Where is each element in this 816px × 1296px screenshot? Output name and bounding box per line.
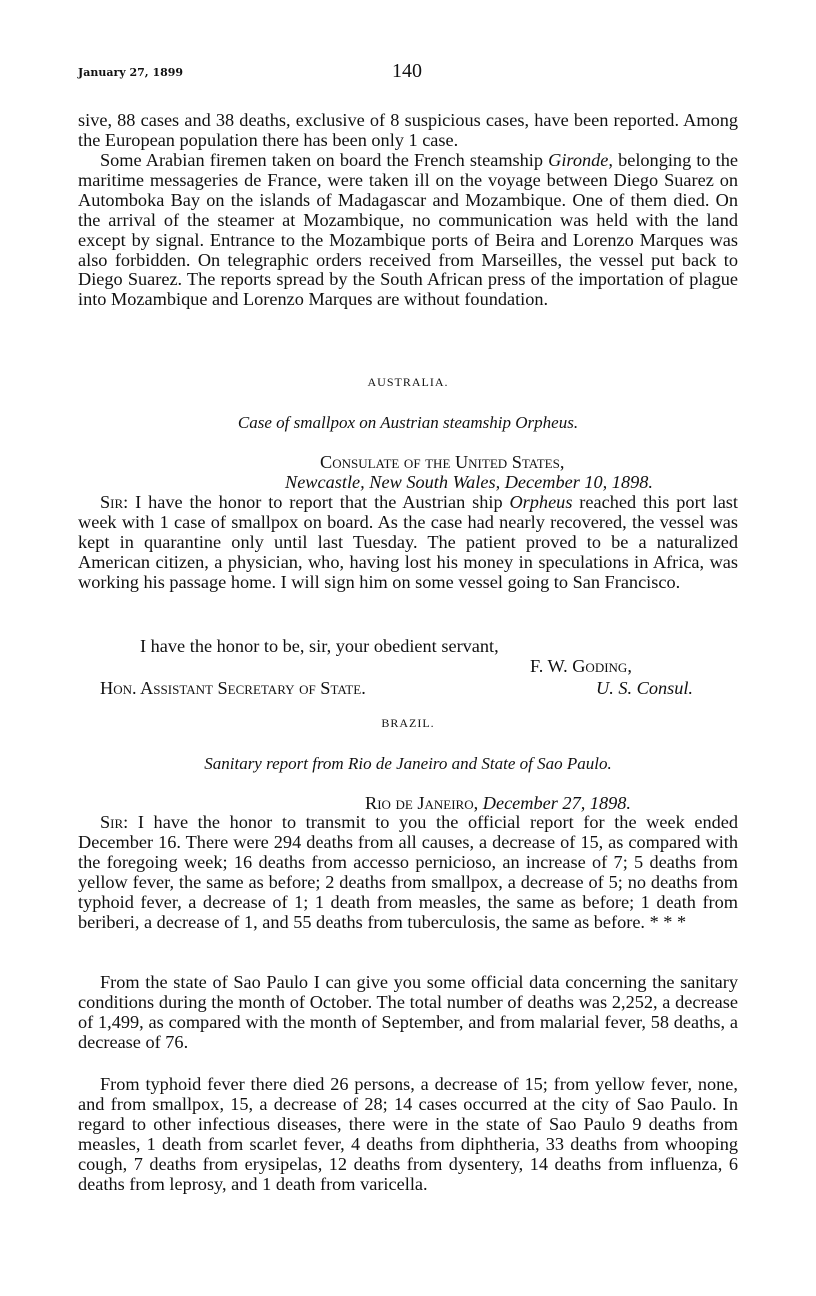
brazil-location: Rio de Janeiro, xyxy=(365,793,479,813)
section-heading-brazil: BRAZIL. xyxy=(381,716,435,730)
madagascar-paragraph-1 xyxy=(78,111,738,151)
brazil-paragraph-3 xyxy=(78,1075,738,1194)
australia-body-text-b: reached this port last week with 1 case of smallpox on board. As the case had nearly recovered, the vessel was kept in quarantine only until last Tuesday. The patient proved to be a naturalized American citizen, a physician, who, having lost his money in speculations in Africa, was working his passage home. I will sign him on some vessel going to San Francisco. xyxy=(78,492,738,592)
signer-name: F. W. Goding, xyxy=(530,656,632,676)
brazil-p3-text: From typhoid fever there died 26 persons, a decrease of 15; from yellow fever, none, and from smallpox, 15, a decrease of 28; 14 cases occurred at the city of Sao Paulo. In regard to other infectious diseases, there were in the state of Sao Paulo 9 deaths from measles, 1 death from scarlet fever, 4 deaths from diphtheria, 33 deaths from whooping cough, 7 deaths from erysipelas, 12 deaths from dysentery, 14 deaths from influenza, 6 deaths from leprosy, and 1 death from varicella. xyxy=(78,1074,738,1194)
brazil-p1-text: I have the honor to transmit to you the official report for the week ended December 16. There were 294 deaths from all causes, a decrease of 15, as compared with the foregoing week; 16 deaths from accesso pernicioso, an increase of 7; 5 deaths from yellow fever, the same as before; 2 deaths from smallpox, a decrease of 5; no deaths from typhoid fever, a decrease of 1; 1 death from measles, the same as before; 1 death from beriberi, a decrease of 1, and 55 deaths from tuberculosis, the same as before. * * * xyxy=(78,812,738,932)
ship-name-orpheus: Orpheus xyxy=(509,492,573,512)
ship-name-gironde: Gironde, xyxy=(548,150,613,170)
brazil-subtitle: Sanitary report from Rio de Janeiro and State of Sao Paulo. xyxy=(204,754,612,773)
closing-line: I have the honor to be, sir, your obedient servant, xyxy=(140,636,499,656)
australia-body-text-a: I have the honor to report that the Austrian ship xyxy=(128,492,510,512)
brazil-date: December 27, 1898. xyxy=(482,793,631,813)
location-date-line: Newcastle, New South Wales, December 10, 1898. xyxy=(285,472,653,492)
brazil-paragraph-1 xyxy=(78,813,738,932)
madagascar-paragraph-2 xyxy=(78,151,738,310)
madagascar-p2-text-a: Some Arabian firemen taken on board the French steamship xyxy=(100,150,549,170)
signer-title: U. S. Consul. xyxy=(596,678,694,698)
madagascar-p1-text: sive, 88 cases and 38 deaths, exclusive of 8 suspicious cases, have been reported. Among the European population there has been only 1 case. xyxy=(78,110,738,150)
australia-letter-body xyxy=(78,493,738,593)
consulate-line: Consulate of the United States, xyxy=(320,452,565,472)
brazil-salutation: Sir: xyxy=(100,812,129,832)
salutation: Sir: xyxy=(100,492,129,512)
addressee: Hon. Assistant Secretary of State. xyxy=(100,678,366,698)
section-heading-australia: AUSTRALIA. xyxy=(367,375,449,389)
brazil-paragraph-2 xyxy=(78,973,738,1053)
page-number: 140 xyxy=(392,60,422,82)
brazil-p2-text: From the state of Sao Paulo I can give you some official data concerning the sanitary conditions during the month of October. The total number of deaths was 2,252, a decrease of 1,499, as compared with the month of September, and from malarial fever, 58 deaths, a decrease of 76. xyxy=(78,972,738,1052)
brazil-location-date xyxy=(365,793,631,813)
madagascar-p2-text-b: belonging to the maritime messageries de France, were taken ill on the voyage between Diego Suarez on Automboka Bay on the islands of Madagascar and Mozambique. One of them died. On the arrival of the steamer at Mozambique, no communication was held with the land except by signal. Entrance to the Mozambique ports of Beira and Lorenzo Marques was also forbidden. On telegraphic orders received from Marseilles, the vessel put back to Diego Suarez. The reports spread by the South African press of the importation of plague into Mozambique and Lorenzo Marques are without foundation. xyxy=(78,150,738,310)
header-date: January 27, 1899 xyxy=(78,66,184,79)
australia-subtitle: Case of smallpox on Austrian steamship Orpheus. xyxy=(237,413,579,432)
